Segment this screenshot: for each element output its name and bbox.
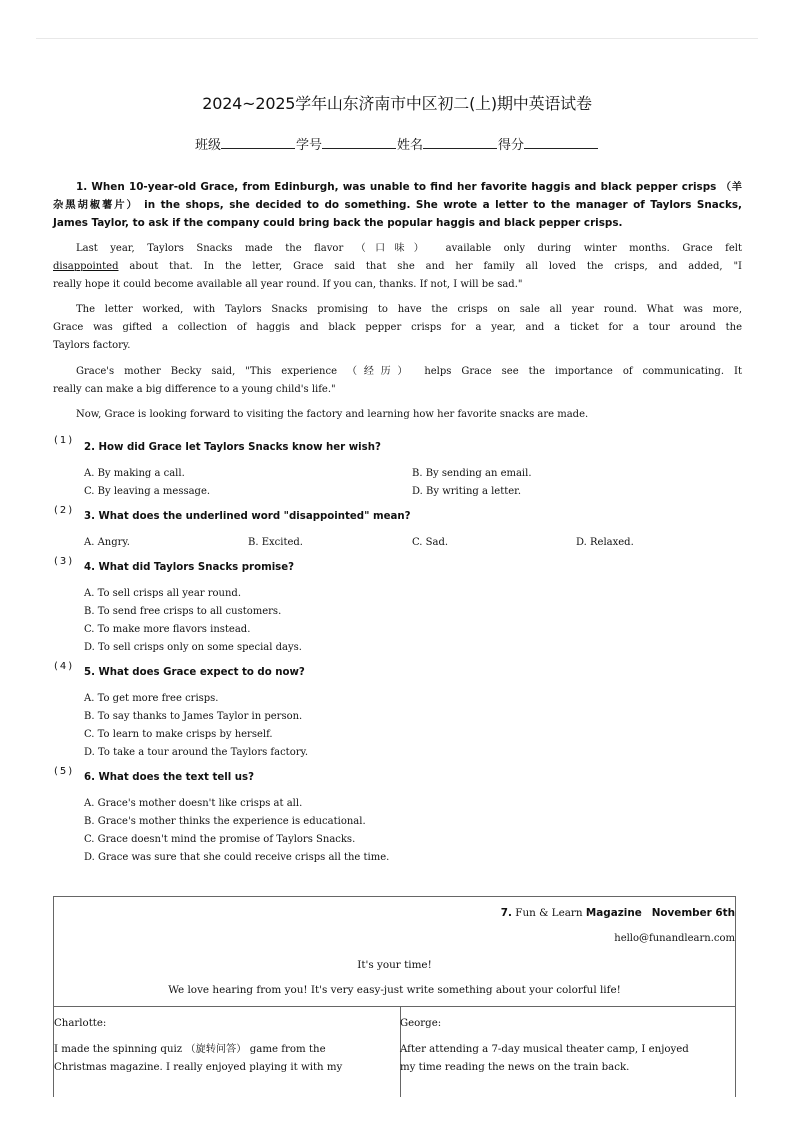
answer-option[interactable]: A. To sell crisps all year round. [84,588,242,599]
left-cell-text: I made the spinning quiz （旋转问答） game from the [54,1044,326,1055]
answer-option[interactable]: B. To say thanks to James Taylor in person. [84,711,303,722]
magazine-tagline: It's your time! [357,959,432,971]
answer-option[interactable]: B. Excited. [248,537,303,548]
underlined-word: disappointed [53,261,119,272]
right-cell-name: George: [400,1018,442,1029]
answer-option[interactable]: D. By writing a letter. [412,486,522,497]
subquestion-text: 4. What did Taylors Snacks promise? [84,562,295,573]
answer-option[interactable]: C. Grace doesn't mind the promise of Taylors Snacks. [84,834,356,845]
subquestion-number: (4) [54,661,75,672]
answer-option[interactable]: A. Grace's mother doesn't like crisps at all. [84,798,303,809]
answer-option[interactable]: D. Grace was sure that she could receive crisps all the time. [84,852,390,863]
magazine-question-number: 7. [500,907,512,919]
passage-line: The letter worked, with Taylors Snacks promising to have the crisps on sale all year round. What was more, [76,304,742,315]
student-info-line [0,134,794,153]
table-divider [54,1006,735,1007]
class-blank[interactable] [221,136,295,149]
passage-line: Grace was gifted a collection of haggis and black pepper crisps for a year, and a ticket for a tour around the [53,322,742,333]
magazine-email: hello@funandlearn.com [614,933,735,944]
number-blank[interactable] [322,136,396,149]
name-blank[interactable] [423,136,497,149]
subquestion-text: 3. What does the underlined word "disappointed" mean? [84,511,411,522]
magazine-date: November 6th [651,907,735,919]
top-divider [36,38,758,39]
magazine-header [501,907,735,919]
left-cell-name: Charlotte: [54,1018,107,1029]
subquestion-text: 6. What does the text tell us? [84,772,254,783]
number-label: 学号 [295,138,322,153]
passage-line: really can make a big difference to a young child's life." [53,384,336,395]
passage-text: about that. In the letter, Grace said that she and her family all loved the crisps, and added, "I [118,261,742,272]
answer-option[interactable]: B. Grace's mother thinks the experience is educational. [84,816,366,827]
passage-line: Now, Grace is looking forward to visiting the factory and learning how her favorite snacks are made. [76,409,589,420]
passage-line [53,258,742,276]
magazine-name-bold: Magazine [585,907,642,919]
subquestion-number: (2) [54,505,75,516]
subquestion-text: 5. What does Grace expect to do now? [84,667,305,678]
right-cell-text: my time reading the news on the train back. [400,1062,630,1073]
answer-option[interactable]: B. By sending an email. [412,468,532,479]
passage-line: really hope it could become available all year round. If you can, thanks. If not, I will be sad." [53,279,523,290]
answer-option[interactable]: C. By leaving a message. [84,486,211,497]
name-label: 姓名 [397,138,424,153]
subquestion-number: (5) [54,766,75,777]
answer-option[interactable]: D. Relaxed. [576,537,634,548]
score-blank[interactable] [524,136,598,149]
page-title: 2024~2025学年山东济南市中区初二(上)期中英语试卷 [202,94,592,113]
subquestion-number: (3) [54,556,75,567]
right-cell-text: After attending a 7-day musical theater camp, I enjoyed [400,1044,689,1055]
answer-option[interactable]: C. Sad. [412,537,449,548]
passage-line: Last year, Taylors Snacks made the flavor （口味） available only during winter months. Grace felt [76,243,742,254]
answer-option[interactable]: A. To get more free crisps. [84,693,219,704]
passage-line: Taylors factory. [53,340,131,351]
magazine-table [53,896,736,1097]
passage-line: Grace's mother Becky said, "This experience （经历） helps Grace see the importance of communicating. It [76,366,742,377]
question-stem-line: James Taylor, to ask if the company could bring back the popular haggis and black pepper crisps. [53,217,623,229]
answer-option[interactable]: C. To make more flavors instead. [84,624,251,635]
answer-option[interactable]: A. By making a call. [84,468,185,479]
magazine-name: Fun & Learn [515,907,583,919]
question-stem-line: 杂黑胡椒薯片） in the shops, she decided to do something. She wrote a letter to the manager of Taylors Snacks, [53,199,742,211]
answer-option[interactable]: D. To sell crisps only on some special days. [84,642,302,653]
left-cell-text: Christmas magazine. I really enjoyed playing it with my [54,1062,343,1073]
question-stem-line: 1. When 10-year-old Grace, from Edinburgh, was unable to find her favorite haggis and black pepper crisps （羊 [76,181,742,193]
score-label: 得分 [498,138,525,153]
magazine-intro: We love hearing from you! It's very easy-just write something about your colorful life! [168,984,621,996]
class-label: 班级 [194,138,221,153]
answer-option[interactable]: D. To take a tour around the Taylors factory. [84,747,309,758]
subquestion-number: (1) [54,435,75,446]
answer-option[interactable]: B. To send free crisps to all customers. [84,606,282,617]
answer-option[interactable]: C. To learn to make crisps by herself. [84,729,273,740]
answer-option[interactable]: A. Angry. [84,537,130,548]
subquestion-text: 2. How did Grace let Taylors Snacks know her wish? [84,442,381,453]
